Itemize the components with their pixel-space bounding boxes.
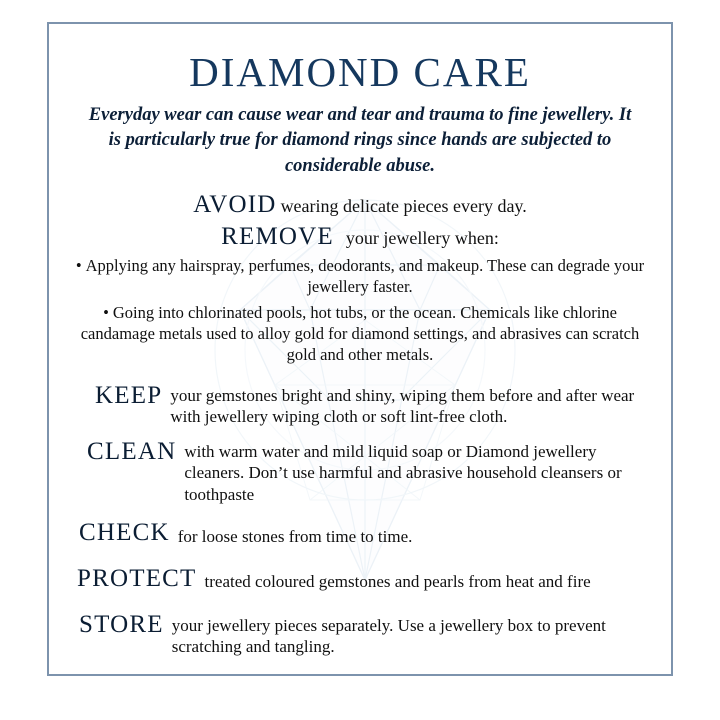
page-title: DIAMOND CARE [189,49,531,95]
section-store [69,609,651,658]
section-keep [69,380,651,428]
avoid-row [69,191,651,219]
remove-text: your jewellery when: [345,228,499,249]
clean-keyword: CLEAN [87,438,177,466]
clean-text: with warm water and mild liquid soap or Diamond jewellery cleaners. Don’t use harmful and abrasive household cleansers or toothpaste [184,442,622,504]
list-item-text: Applying any hairspray, perfumes, deodorants, and makeup. These can degrade your jewellery faster. [85,256,645,297]
keep-keyword-cell [69,380,170,410]
bullet-marker-icon: • [75,256,82,276]
section-protect [69,563,651,593]
avoid-keyword: AVOID [193,191,277,219]
bullet-marker-icon: • [103,303,109,323]
protect-text: treated coloured gemstones and pearls from heat and fire [204,572,591,592]
remove-row [69,223,651,251]
store-keyword: STORE [79,611,164,639]
poster-content [47,22,673,676]
remove-keyword: REMOVE [221,223,334,251]
avoid-text: wearing delicate pieces every day. [280,196,527,217]
list-item [69,302,651,365]
keep-text: your gemstones bright and shiny, wiping them before and after wear with jewellery wiping cloth or soft lint-free cloth. [170,385,635,426]
protect-keyword-cell [69,563,205,593]
clean-keyword-cell [69,436,184,466]
store-text: your jewellery pieces separately. Use a jewellery box to prevent scratching and tangling. [171,616,606,657]
check-text: for loose stones from time to time. [177,526,413,546]
section-clean [69,436,651,505]
check-keyword-cell [69,517,178,547]
list-item [69,255,651,297]
keep-keyword: KEEP [95,381,163,409]
section-check [69,517,651,547]
remove-bullet-list [69,255,651,366]
store-keyword-cell [69,609,172,639]
list-item-text: Going into chlorinated pools, hot tubs, or the ocean. Chemicals like chlorine candamage metals used to alloy gold for diamond settings, and abrasives can scratch gold and other metals. [80,303,640,365]
check-keyword: CHECK [79,518,170,546]
intro-paragraph: Everyday wear can cause wear and tear and trauma to fine jewellery. It is particularly true for diamond rings since hands are subjected to considerable abuse. [88,105,632,176]
protect-keyword: PROTECT [77,565,197,593]
